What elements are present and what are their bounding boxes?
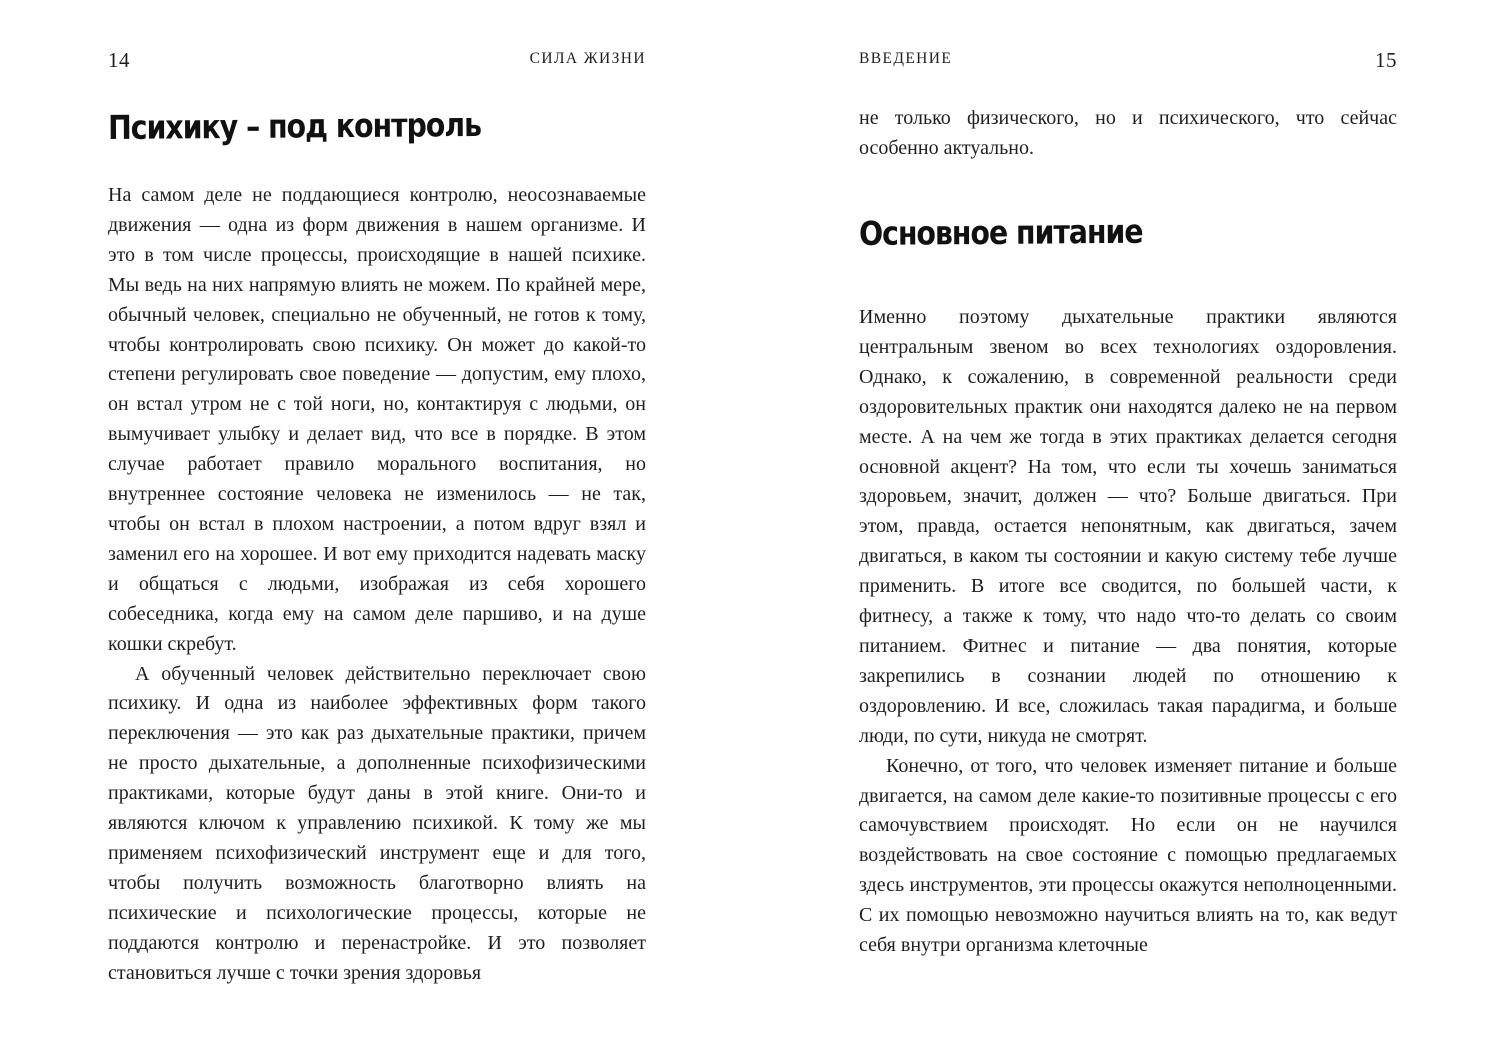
paragraph: не только физического, но и психического, что сейчас особенно актуально. [859, 107, 1397, 159]
continuation-text [859, 104, 1397, 164]
body-text [859, 303, 1397, 961]
page-number: 15 [1375, 48, 1397, 72]
paragraph: На самом деле не поддающиеся контролю, неосознаваемые движения — одна из форм движения в нашем организме. И это в том числе процессы, происходящие в нашей психике. Мы ведь на них напрямую влиять не можем. По крайней мере, обычный человек, специально не обученный, не готов к тому, чтобы контролировать свою психику. Он может до какой-то степени регулировать свое поведение — допустим, ему плохо, он встал утром не с той ноги, но, контактируя с людьми, он вымучивает улыбку и делает вид, что все в порядке. В этом случае работает правило морального воспитания, но внутреннее состояние человека не изменилось — не так, чтобы он встал в плохом настроении, а потом вдруг взял и заменил его на хорошее. И вот ему приходится надевать маску и общаться с людьми, изображая из себя хорошего собеседника, когда ему на самом деле паршиво, и на душе кошки скребут. [108, 184, 646, 655]
page-number: 14 [108, 48, 130, 72]
body-text [108, 181, 646, 988]
running-head-title: СИЛА ЖИЗНИ [529, 50, 646, 67]
running-head [859, 46, 1397, 76]
section-heading: Основное питание [858, 211, 1143, 253]
running-head-title: ВВЕДЕНИЕ [859, 50, 953, 67]
left-page [108, 0, 646, 1044]
right-page [859, 0, 1397, 1044]
section-heading: Психику – под контроль [107, 104, 482, 147]
paragraph: Именно поэтому дыхательные практики являются центральным звеном во всех технологиях оздоровления. Однако, к сожалению, в современной реальности среди оздоровительных практик они находятся далеко не на первом месте. А на чем же тогда в этих практиках делается сегодня основной акцент? На том, что если ты хочешь заниматься здоровьем, значит, должен — что? Больше двигаться. При этом, правда, остается непонятным, как двигаться, зачем двигаться, в каком ты состоянии и какую систему тебе лучше применить. В итоге все сводится, по большей части, к фитнесу, а также к тому, что надо что-то делать со своим питанием. Фитнес и питание — два понятия, которые закрепились в сознании людей по отношению к оздоровлению. И все, сложилась такая парадигма, и больше люди, по сути, никуда не смотрят. [859, 306, 1397, 747]
paragraph: Конечно, от того, что человек изменяет питание и больше двигается, на самом деле какие-то позитивные процессы с его самочувствием происходят. Но если он не научился воздействовать на свое состояние с помощью предлагаемых здесь инструментов, эти процессы окажутся неполноценными. С их помощью невозможно научиться влиять на то, как ведут себя внутри организма клеточные [859, 754, 1397, 957]
paragraph: А обученный человек действительно переключает свою психику. И одна из наиболее эффективных форм такого переключения — это как раз дыхательные практики, причем не просто дыхательные, а дополненные психофизическими практиками, которые будут даны в этой книге. Они-то и являются ключом к управлению психикой. К тому же мы применяем психофизический инструмент еще и для того, чтобы получить возможность благотворно влиять на психические и психологические процессы, которые не поддаются контролю и перенастройке. И это позволяет становиться лучше с точки зрения здоровья [108, 662, 646, 984]
running-head [108, 46, 646, 76]
